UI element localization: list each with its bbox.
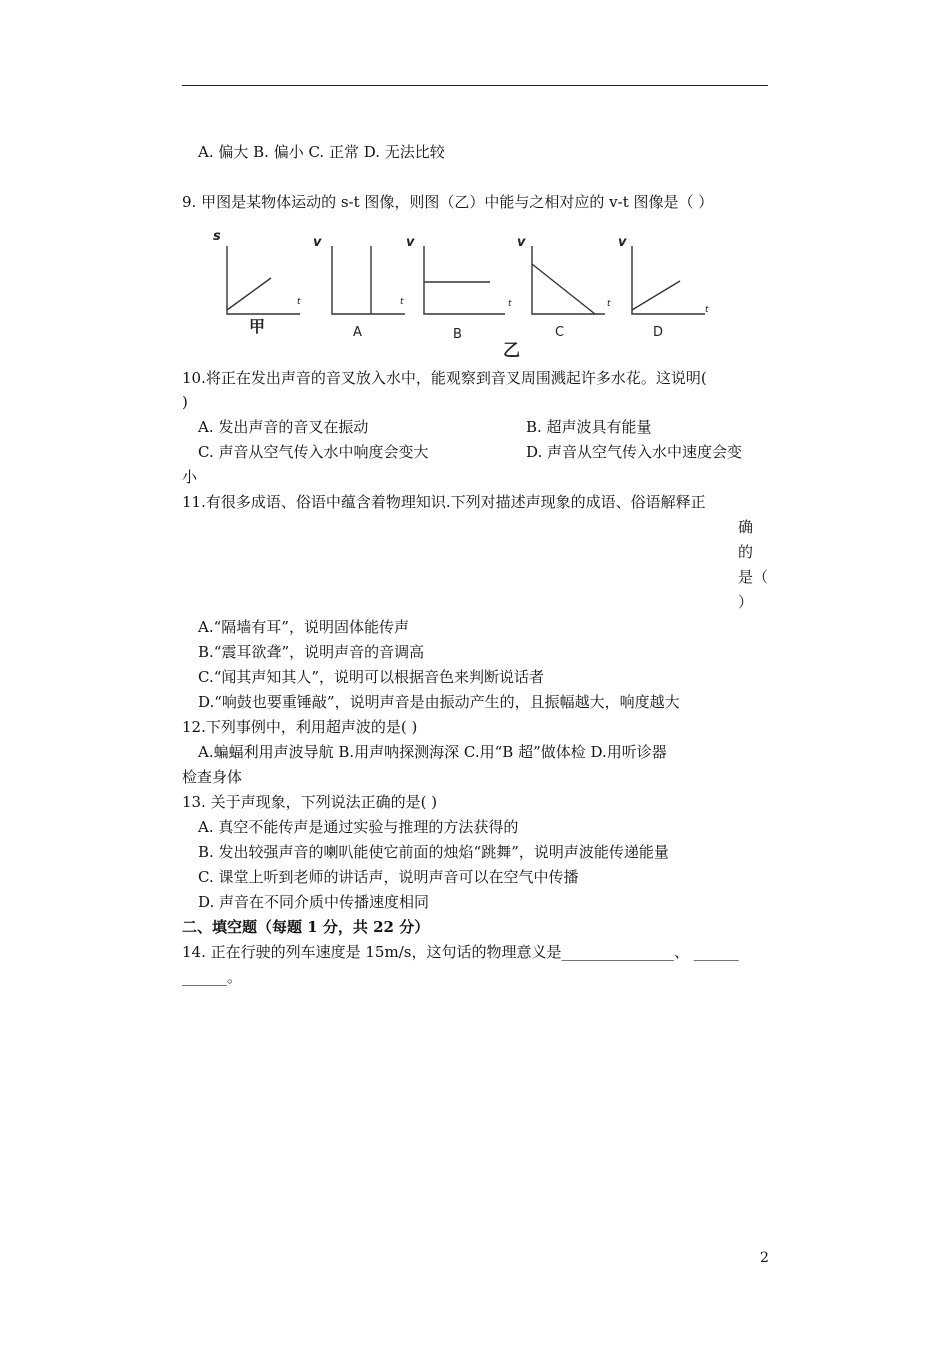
q11-stem-wrap-4: ）: [738, 593, 754, 611]
page-number: 2: [760, 1250, 769, 1266]
q10-option-d-line2: 小: [182, 468, 198, 486]
q13-stem: 13. 关于声现象，下列说法正确的是( ): [182, 793, 438, 811]
b-t-axis-label: t: [508, 299, 512, 309]
q9-stem: 9. 甲图是某物体运动的 s-t 图像，则图（乙）中能与之相对应的 v-t 图像是（ ）: [182, 193, 714, 211]
q9-graphs-figure: [205, 226, 725, 360]
q12-stem: 12.下列事例中，利用超声波的是( ): [182, 718, 418, 736]
d-v-axis-label: v: [618, 235, 627, 250]
q11-option-a: A.“隔墙有耳”，说明固体能传声: [198, 618, 409, 636]
a-axes: [332, 246, 405, 314]
c-line: [532, 264, 595, 314]
label-yi: 乙: [503, 341, 520, 360]
q12-options-line1: A.蝙蝠利用声波导航 B.用声呐探测海深 C.用“B 超”做体检 D.用听诊器: [198, 743, 667, 761]
q13-option-b: B. 发出较强声音的喇叭能使它前面的烛焰“跳舞”，说明声波能传递能量: [198, 843, 669, 861]
label-b: B: [453, 327, 462, 342]
q11-option-b: B.“震耳欲聋”，说明声音的音调高: [198, 643, 425, 661]
q10-stem-line2: ): [182, 393, 188, 411]
q13-option-d: D. 声音在不同介质中传播速度相同: [198, 893, 430, 911]
c-t-axis-label: t: [607, 299, 611, 309]
a-v-axis-label: v: [313, 235, 322, 250]
header-rule: [182, 85, 768, 86]
q12-options-line2: 检查身体: [182, 768, 243, 786]
label-c: C: [555, 325, 565, 340]
q10-option-d-line1: D. 声音从空气传入水中速度会变: [526, 443, 743, 461]
q11-stem-wrap-3: 是（: [738, 568, 769, 586]
label-d: D: [653, 325, 664, 340]
d-t-axis-label: t: [705, 305, 709, 315]
q10-option-a: A. 发出声音的音叉在振动: [198, 418, 369, 436]
jia-t-axis-label: t: [297, 297, 301, 307]
b-axes: [424, 246, 505, 314]
q13-option-c: C. 课堂上听到老师的讲话声，说明声音可以在空气中传播: [198, 868, 579, 886]
d-line: [632, 281, 680, 310]
jia-axes: [227, 246, 300, 314]
b-v-axis-label: v: [406, 235, 415, 250]
q9-graphs: [205, 226, 725, 360]
c-v-axis-label: v: [517, 235, 526, 250]
label-jia: 甲: [249, 317, 266, 336]
q11-stem-line1: 11.有很多成语、俗语中蕴含着物理知识.下列对描述声现象的成语、俗语解释正: [182, 493, 706, 511]
section2-title: 二、填空题（每题 1 分，共 22 分）: [182, 918, 430, 936]
q11-stem-wrap-2: 的: [738, 543, 754, 561]
q11-option-d: D.“响鼓也要重锤敲”，说明声音是由振动产生的，且振幅越大，响度越大: [198, 693, 680, 711]
q14-line1: 14. 正在行驶的列车速度是 15m/s，这句话的物理意义是_______________、 ______: [182, 943, 739, 961]
jia-s-axis-label: s: [213, 229, 221, 244]
label-a: A: [353, 325, 362, 340]
jia-line: [227, 278, 271, 310]
q11-option-c: C.“闻其声知其人”，说明可以根据音色来判断说话者: [198, 668, 545, 686]
q10-option-b: B. 超声波具有能量: [526, 418, 652, 436]
c-axes: [532, 246, 605, 314]
q10-option-c: C. 声音从空气传入水中响度会变大: [198, 443, 429, 461]
q14-line2: ______。: [182, 968, 243, 986]
q13-option-a: A. 真空不能传声是通过实验与推理的方法获得的: [198, 818, 519, 836]
q8-options: A. 偏大 B. 偏小 C. 正常 D. 无法比较: [198, 143, 445, 161]
a-t-axis-label: t: [400, 297, 404, 307]
q11-stem-wrap-1: 确: [738, 518, 754, 536]
q10-stem-line1: 10.将正在发出声音的音叉放入水中，能观察到音叉周围溅起许多水花。这说明(: [182, 369, 707, 387]
